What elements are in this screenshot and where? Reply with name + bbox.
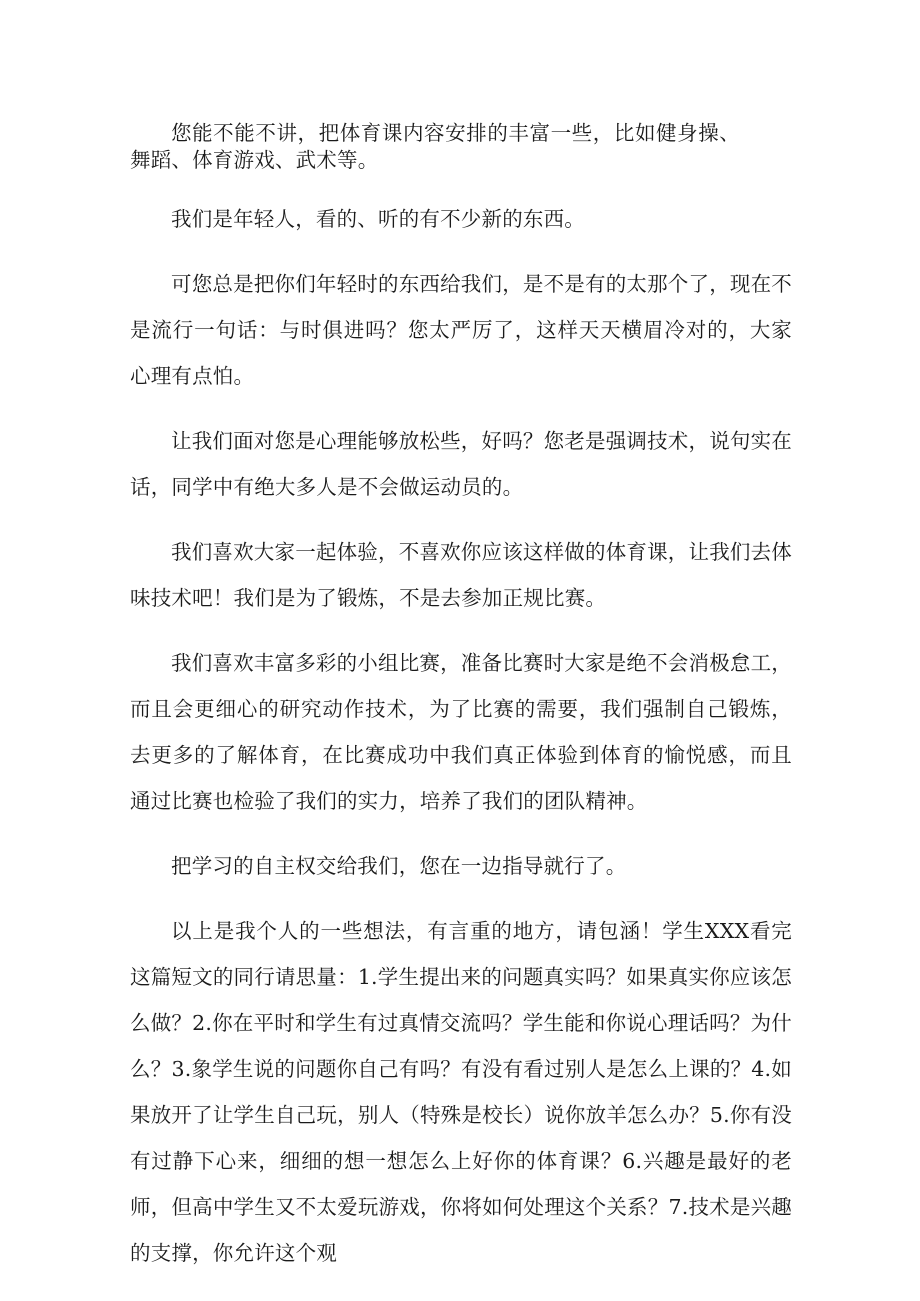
paragraph-1: 您能不能不讲，把体育课内容安排的丰富一些，比如健身操、舞蹈、体育游戏、武术等。 — [130, 121, 740, 172]
paragraph-8: 以上是我个人的一些想法，有言重的地方，请包涵！学生XXX看完这篇短文的同行请思量：1.学生提出来的问题真实吗？如果真实你应该怎么做？2.你在平时和学生有过真情交流吗？学生能和你说心理话吗？为什么？3.象学生说的问题你自己有吗？有没有看过别人是怎么上课的？4.如果放开了让学生自己玩，别人（特殊是校长）说你放羊怎么办？5.你有没有过静下心来，细细的想一想怎么上好你的体育课？6.兴趣是最好的老师，但高中学生又不太爱玩游戏，你将如何处理这个关系？7.技术是兴趣的支撑，你允许这个观 — [130, 919, 792, 1265]
paragraph-7: 把学习的自主权交给我们，您在一边指导就行了。 — [171, 854, 627, 878]
paragraph-4: 让我们面对您是心理能够放松些，好吗？您老是强调技术，说句实在话，同学中有绝大多人是不会做运动员的。 — [130, 429, 792, 499]
paragraph-2: 我们是年轻人，看的、听的有不少新的东西。 — [171, 207, 585, 231]
paragraph-5: 我们喜欢大家一起体验，不喜欢你应该这样做的体育课，让我们去体味技术吧！我们是为了锻炼，不是去参加正规比赛。 — [130, 540, 792, 610]
paragraph-3: 可您总是把你们年轻时的东西给我们，是不是有的太那个了，现在不是流行一句话：与时俱进吗？您太严厉了，这样天天横眉冷对的，大家心理有点怕。 — [130, 272, 792, 388]
paragraph-6: 我们喜欢丰富多彩的小组比赛，准备比赛时大家是绝不会消极怠工，而且会更细心的研究动作技术，为了比赛的需要，我们强制自己锻炼，去更多的了解体育，在比赛成功中我们真正体验到体育的愉悦感，而且通过比赛也检验了我们的实力，培养了我们的团队精神。 — [130, 651, 792, 813]
